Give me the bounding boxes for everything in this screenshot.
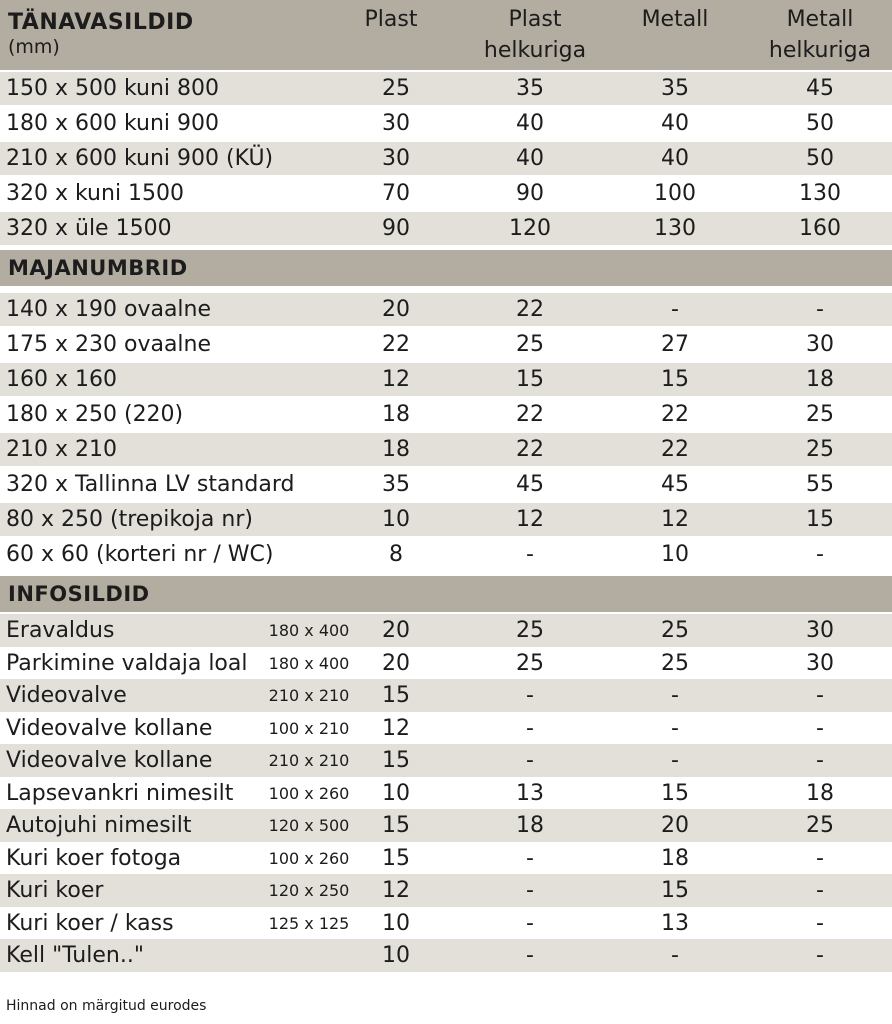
- row-size: 100 x 260: [268, 848, 350, 868]
- price-cell: 90: [516, 181, 544, 206]
- price-cell: 15: [382, 683, 410, 708]
- price-cell: 25: [661, 618, 689, 643]
- price-cell: -: [816, 910, 824, 936]
- table-row: [0, 328, 892, 361]
- price-cell: 20: [382, 650, 410, 676]
- row-label: 320 x Tallinna LV standard: [6, 472, 295, 497]
- table-row: [0, 142, 892, 175]
- column-header-plast-helkuriga: Plast helkuriga: [483, 7, 587, 63]
- price-cell: 18: [516, 813, 544, 838]
- table-row: [0, 363, 892, 396]
- price-cell: 18: [382, 437, 410, 462]
- price-cell: 10: [661, 542, 689, 567]
- price-cell: -: [526, 845, 534, 871]
- price-cell: 130: [654, 216, 696, 241]
- table-row: [0, 72, 892, 105]
- row-label: 180 x 250 (220): [6, 402, 184, 427]
- row-label: Kuri koer fotoga: [6, 845, 182, 871]
- row-label: 175 x 230 ovaalne: [6, 332, 212, 357]
- price-cell: -: [671, 715, 679, 741]
- price-cell: 35: [661, 76, 689, 101]
- section-title-info-signs: INFOSILDID: [8, 582, 150, 606]
- price-cell: 15: [661, 780, 689, 806]
- price-cell: -: [526, 943, 534, 968]
- price-cell: 15: [382, 845, 410, 871]
- price-cell: 130: [799, 181, 841, 206]
- price-cell: -: [526, 910, 534, 936]
- price-cell: 15: [806, 507, 834, 532]
- row-label: Kuri koer / kass: [6, 910, 174, 936]
- row-size: 125 x 125: [268, 913, 350, 933]
- price-cell: 45: [516, 472, 544, 497]
- unit-label: (mm): [8, 36, 60, 58]
- price-cell: -: [671, 683, 679, 708]
- price-cell: 27: [661, 332, 689, 357]
- price-cell: 30: [806, 332, 834, 357]
- price-cell: 20: [661, 813, 689, 838]
- price-cell: 30: [382, 146, 410, 171]
- table-row: [0, 212, 892, 245]
- price-cell: 20: [382, 618, 410, 643]
- row-label: Kell "Tulen..": [6, 943, 144, 968]
- price-cell: 35: [516, 76, 544, 101]
- price-cell: 12: [382, 878, 410, 903]
- price-cell: 15: [516, 367, 544, 392]
- row-size: 180 x 400: [268, 621, 350, 640]
- row-label: 180 x 600 kuni 900: [6, 111, 220, 136]
- price-cell: 18: [382, 402, 410, 427]
- price-cell: 100: [654, 181, 696, 206]
- price-cell: -: [816, 878, 824, 903]
- row-size: 210 x 210: [268, 686, 350, 705]
- price-cell: 8: [389, 542, 403, 567]
- row-label: 210 x 600 kuni 900 (KÜ): [6, 146, 274, 171]
- table-row: [0, 177, 892, 210]
- price-cell: -: [816, 748, 824, 773]
- price-cell: -: [671, 748, 679, 773]
- table-row: [0, 874, 892, 907]
- price-cell: -: [526, 878, 534, 903]
- section-header-info-signs: [0, 576, 892, 612]
- price-cell: 45: [661, 472, 689, 497]
- row-size: 120 x 250: [268, 881, 350, 900]
- row-label: Lapsevankri nimesilt: [6, 780, 234, 806]
- price-cell: 13: [661, 910, 689, 936]
- row-label: Videovalve kollane: [6, 748, 213, 773]
- price-cell: 18: [806, 780, 834, 806]
- table-row: [0, 433, 892, 466]
- price-cell: 30: [382, 111, 410, 136]
- price-cell: -: [816, 845, 824, 871]
- price-cell: 12: [516, 507, 544, 532]
- price-cell: -: [671, 943, 679, 968]
- table-row: [0, 647, 892, 680]
- row-label: 210 x 210: [6, 437, 117, 462]
- section-title-house-numbers: MAJANUMBRID: [8, 256, 188, 280]
- table-row: [0, 907, 892, 940]
- table-row: [0, 107, 892, 140]
- price-cell: -: [526, 748, 534, 773]
- row-label: Videovalve: [6, 683, 127, 708]
- column-header-metall: Metall: [641, 7, 709, 32]
- price-cell: 25: [516, 618, 544, 643]
- price-cell: 30: [806, 650, 834, 676]
- price-cell: 22: [516, 437, 544, 462]
- price-cell: 25: [516, 332, 544, 357]
- row-label: 140 x 190 ovaalne: [6, 297, 212, 322]
- price-cell: 160: [799, 216, 841, 241]
- price-cell: 40: [661, 111, 689, 136]
- price-cell: 55: [806, 472, 834, 497]
- price-cell: 25: [806, 402, 834, 427]
- table-row: [0, 538, 892, 571]
- table-row: [0, 809, 892, 842]
- table-row: [0, 679, 892, 712]
- price-cell: 22: [661, 402, 689, 427]
- table-row: [0, 614, 892, 647]
- price-cell: 30: [806, 618, 834, 643]
- price-cell: -: [526, 683, 534, 708]
- table-row: [0, 712, 892, 745]
- table-row: [0, 744, 892, 777]
- price-cell: 15: [382, 748, 410, 773]
- price-cell: -: [816, 943, 824, 968]
- price-cell: -: [526, 542, 534, 567]
- footer-note: Hinnad on märgitud eurodes: [6, 998, 207, 1014]
- price-cell: 13: [516, 780, 544, 806]
- table-row: [0, 777, 892, 810]
- price-cell: 18: [661, 845, 689, 871]
- price-cell: 25: [806, 813, 834, 838]
- row-label: Autojuhi nimesilt: [6, 813, 192, 838]
- price-cell: 10: [382, 943, 410, 968]
- price-cell: 25: [806, 437, 834, 462]
- price-cell: 50: [806, 111, 834, 136]
- price-cell: 18: [806, 367, 834, 392]
- row-label: Videovalve kollane: [6, 715, 213, 741]
- price-cell: -: [816, 683, 824, 708]
- price-cell: -: [816, 542, 824, 567]
- price-cell: 12: [382, 367, 410, 392]
- price-cell: 90: [382, 216, 410, 241]
- price-cell: 15: [661, 878, 689, 903]
- price-cell: 40: [661, 146, 689, 171]
- price-cell: 40: [516, 111, 544, 136]
- price-cell: 22: [382, 332, 410, 357]
- row-size: 100 x 260: [268, 783, 350, 803]
- row-label: 160 x 160: [6, 367, 117, 392]
- price-cell: 70: [382, 181, 410, 206]
- row-label: 150 x 500 kuni 800: [6, 76, 220, 101]
- price-cell: 20: [382, 297, 410, 322]
- table-row: [0, 398, 892, 431]
- table-header: [0, 0, 892, 70]
- column-header-metall-helkuriga: Metall helkuriga: [768, 7, 872, 63]
- section-header-house-numbers: [0, 250, 892, 286]
- price-cell: 10: [382, 780, 410, 806]
- price-cell: 22: [516, 297, 544, 322]
- row-label: Kuri koer: [6, 878, 104, 903]
- row-size: 210 x 210: [268, 751, 350, 770]
- price-cell: 15: [661, 367, 689, 392]
- price-cell: 12: [661, 507, 689, 532]
- price-cell: -: [671, 297, 679, 322]
- price-cell: 22: [516, 402, 544, 427]
- row-label: Eravaldus: [6, 618, 115, 643]
- price-cell: 40: [516, 146, 544, 171]
- price-cell: -: [816, 715, 824, 741]
- price-cell: 120: [509, 216, 551, 241]
- table-row: [0, 939, 892, 972]
- table-row: [0, 468, 892, 501]
- price-cell: 22: [661, 437, 689, 462]
- column-header-plast: Plast: [364, 7, 418, 32]
- row-size: 120 x 500: [268, 816, 350, 835]
- price-cell: -: [816, 297, 824, 322]
- table-row: [0, 293, 892, 326]
- price-cell: 25: [382, 76, 410, 101]
- row-label: 320 x üle 1500: [6, 216, 172, 241]
- price-cell: 12: [382, 715, 410, 741]
- price-cell: 35: [382, 472, 410, 497]
- row-label: 320 x kuni 1500: [6, 181, 185, 206]
- row-label: Parkimine valdaja loal: [6, 650, 248, 676]
- price-cell: 50: [806, 146, 834, 171]
- price-cell: 25: [516, 650, 544, 676]
- price-cell: 10: [382, 910, 410, 936]
- price-cell: 25: [661, 650, 689, 676]
- price-cell: 10: [382, 507, 410, 532]
- row-size: 100 x 210: [268, 718, 350, 738]
- price-cell: -: [526, 715, 534, 741]
- table-row: [0, 503, 892, 536]
- row-size: 180 x 400: [268, 653, 350, 673]
- price-cell: 45: [806, 76, 834, 101]
- price-cell: 15: [382, 813, 410, 838]
- row-label: 80 x 250 (trepikoja nr): [6, 507, 253, 532]
- row-label: 60 x 60 (korteri nr / WC): [6, 542, 274, 567]
- section-title-street-signs: TÄNAVASILDID: [8, 10, 194, 35]
- table-row: [0, 842, 892, 875]
